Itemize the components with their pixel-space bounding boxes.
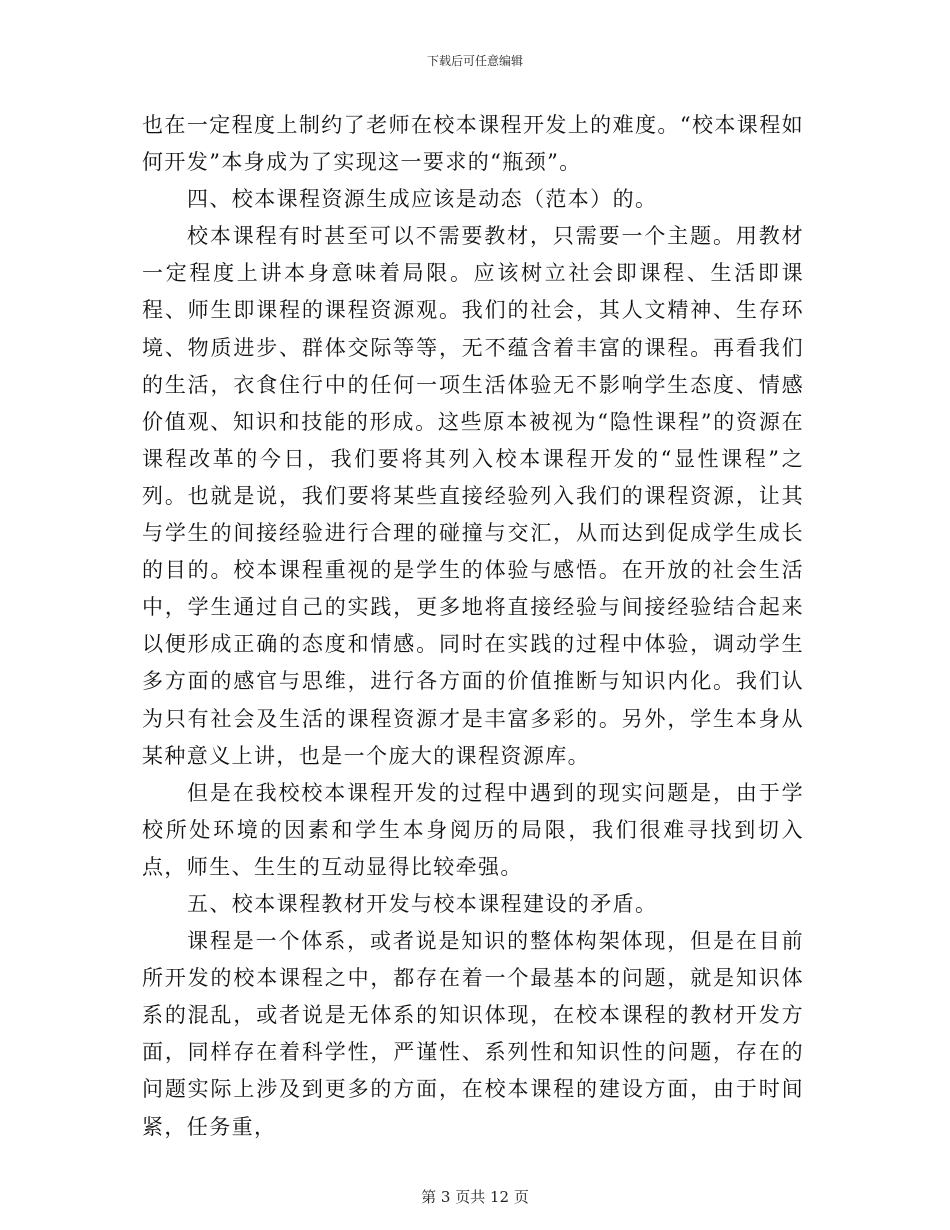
section-heading-5: 五、校本课程教材开发与校本课程建设的矛盾。 xyxy=(187,891,658,916)
paragraph-1: 也在一定程度上制约了老师在校本课程开发上的难度。“校本课程如何开发”本身成为了实现这一要求的“瓶颈”。 xyxy=(142,113,804,175)
paragraph-4: 课程是一个体系，或者说是知识的整体构架体现，但是在目前所开发的校本课程之中，都存在着一个最基本的问题，就是知识体系的混乱，或者说是无体系的知识体现，在校本课程的教材开发方面，同样存在着科学性，严谨性、系列性和知识性的问题，存在的问题实际上涉及到更多的方面，在校本课程的建设方面，由于时间紧，任务重， xyxy=(142,929,804,1139)
document-body xyxy=(142,107,804,1146)
section-heading-4: 四、校本课程资源生成应该是动态（范本）的。 xyxy=(187,187,658,212)
paragraph-3: 但是在我校校本课程开发的过程中遇到的现实问题是，由于学校所处环境的因素和学生本身阅历的局限，我们很难寻找到切入点，师生、生生的互动显得比较牵强。 xyxy=(142,780,804,879)
paragraph-2: 校本课程有时甚至可以不需要教材，只需要一个主题。用教材一定程度上讲本身意味着局限。应该树立社会即课程、生活即课程、师生即课程的课程资源观。我们的社会，其人文精神、生存环境、物质进步、群体交际等等，无不蕴含着丰富的课程。再看我们的生活，衣食住行中的任何一项生活体验无不影响学生态度、情感价值观、知识和技能的形成。这些原本被视为“隐性课程”的资源在课程改革的今日，我们要将其列入校本课程开发的“显性课程”之列。也就是说，我们要将某些直接经验列入我们的课程资源，让其与学生的间接经验进行合理的碰撞与交汇，从而达到促成学生成长的目的。校本课程重视的是学生的体验与感悟。在开放的社会生活中，学生通过自己的实践，更多地将直接经验与间接经验结合起来以便形成正确的态度和情感。同时在实践的过程中体验，调动学生多方面的感官与思维，进行各方面的价值推断与知识内化。我们认为只有社会及生活的课程资源才是丰富多彩的。另外，学生本身从某种意义上讲，也是一个庞大的课程资源库。 xyxy=(142,224,804,768)
page-footer: 第 3 页共 12 页 xyxy=(421,1188,529,1206)
page-header: 下载后可任意编辑 xyxy=(426,54,523,68)
